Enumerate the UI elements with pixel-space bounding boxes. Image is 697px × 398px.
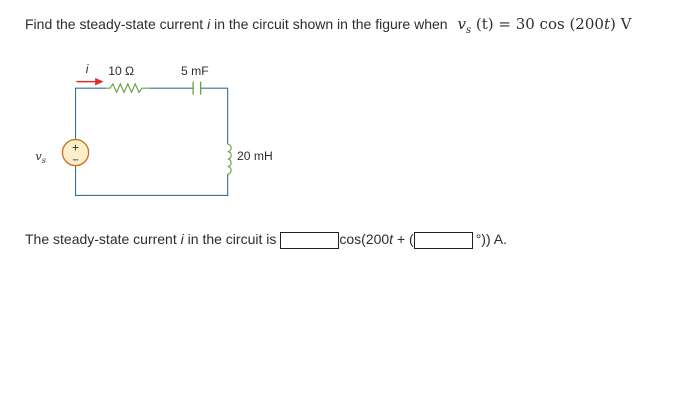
source-formula — [457, 15, 632, 36]
formula-arg: (t) — [471, 15, 494, 33]
question-text — [25, 14, 697, 41]
answer-t: t — [389, 231, 394, 247]
formula-t: t — [603, 15, 610, 33]
answer-tail: °)) A. — [475, 231, 507, 247]
formula-var-v: v — [457, 15, 466, 33]
circuit-wires — [76, 88, 228, 195]
source-minus: − — [72, 154, 79, 167]
current-variable: i — [207, 16, 211, 32]
wire-top-left — [76, 88, 107, 139]
question-prefix: Find the steady-state current — [25, 16, 208, 32]
formula-sub-s: s — [465, 25, 472, 36]
question-suffix: in the circuit shown in the figure when — [210, 16, 452, 32]
source-label — [35, 150, 46, 165]
current-arrow — [76, 78, 103, 85]
inductor-label: 20 mH — [236, 149, 273, 163]
resistor-label: 10 Ω — [108, 64, 135, 79]
formula-rhs: = 30 cos (200 — [493, 15, 604, 33]
circuit-diagram — [22, 62, 312, 202]
source-label-sub: s — [41, 154, 47, 165]
answer-suffix: in the circuit is — [183, 231, 277, 247]
wire-bottom — [76, 166, 228, 196]
inductor — [228, 144, 232, 174]
phase-input[interactable] — [414, 232, 473, 249]
resistor — [106, 84, 149, 92]
answer-line — [25, 228, 507, 250]
current-label: i — [85, 62, 89, 77]
capacitor — [193, 82, 200, 95]
answer-cos: cos(200 — [339, 231, 390, 247]
formula-close: ) V — [609, 15, 632, 33]
answer-prefix: The steady-state current — [25, 231, 181, 247]
source-plus: + — [71, 140, 80, 155]
amplitude-input[interactable] — [280, 232, 339, 249]
answer-current-variable: i — [180, 231, 184, 247]
circuit-svg — [22, 62, 312, 202]
source-label-v: v — [35, 150, 42, 163]
wire-top-right — [201, 88, 228, 144]
answer-plus: + ( — [393, 231, 414, 247]
capacitor-label: 5 mF — [180, 64, 209, 79]
